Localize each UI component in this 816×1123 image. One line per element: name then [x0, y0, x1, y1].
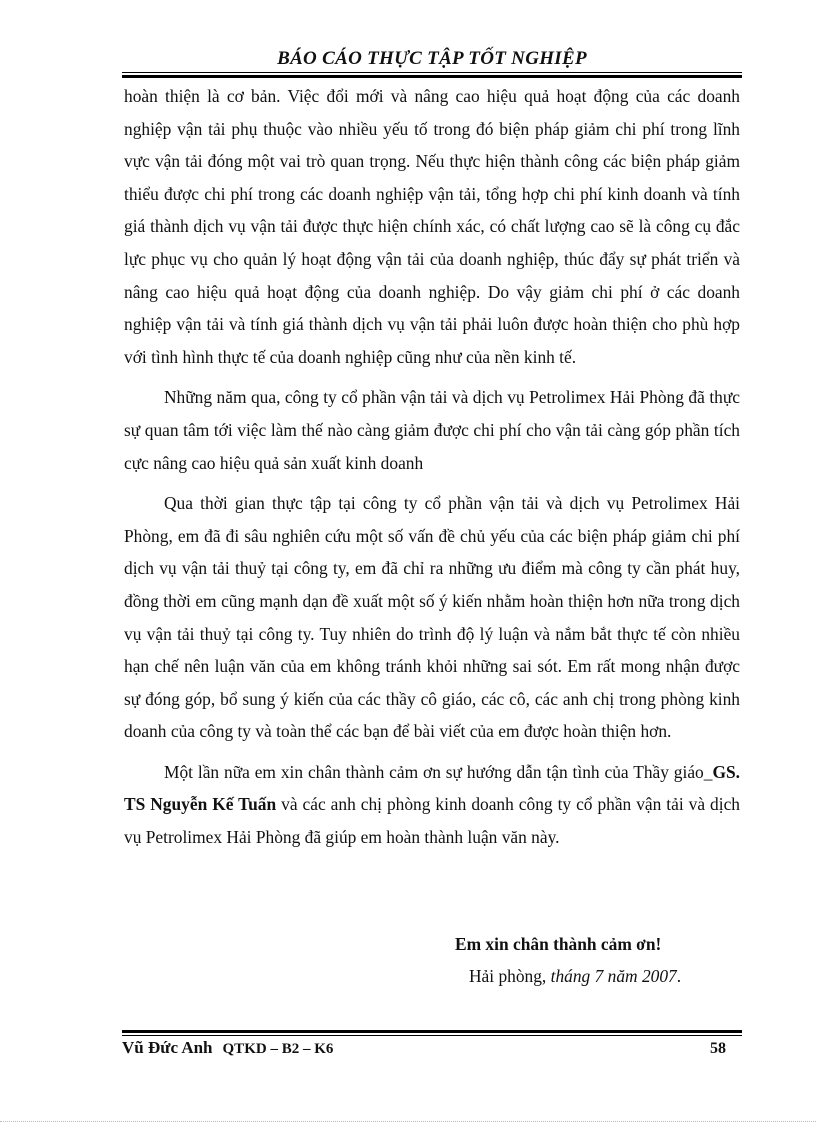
footer-class: QTKD – B2 – K6	[222, 1041, 334, 1057]
page-header-title: BÁO CÁO THỰC TẬP TỐT NGHIỆP	[277, 48, 587, 69]
closing-place: Hải phòng,	[469, 966, 551, 986]
paragraph-1: hoàn thiện là cơ bản. Việc đổi mới và nâng cao hiệu quả hoạt động của các doanh nghiệp vận tải phụ thuộc vào nhiều yếu tố trong đó biện pháp giảm chi phí trong lĩnh vực vận tải đóng một vai trò quan trọng. Nếu thực hiện thành công các biện pháp giảm thiểu được chi phí trong các doanh nghiệp vận tải, tổng hợp chi phí kinh doanh và tính giá thành dịch vụ vận tải được thực hiện chính xác, có chất lượng cao sẽ là công cụ đắc lực phục vụ cho quản lý hoạt động vận tải của doanh nghiệp, thúc đẩy sự phát triển và nâng cao hiệu quả hoạt động của doanh nghiệp. Do vậy giảm chi phí ở các doanh nghiệp vận tải và tính giá thành dịch vụ vận tải phải luôn được hoàn thiện cho phù hợp với tình hình thực tế của doanh nghiệp cũng như của nền kinh tế.	[124, 86, 740, 367]
closing-period: .	[676, 966, 682, 986]
closing-thanks: Em xin chân thành cảm ơn!	[455, 934, 662, 954]
closing-place-date	[455, 960, 681, 992]
footer-rule-thick	[122, 1030, 742, 1033]
header-rule-thick	[122, 75, 742, 78]
paragraph-4-text-start: Một lần nữa em xin chân thành cảm ơn sự hướng dẫn tận tình của Thầy giáo_	[164, 761, 713, 782]
page-edge-divider	[0, 1121, 816, 1122]
paragraph-4	[124, 756, 740, 854]
paragraph-2: Những năm qua, công ty cổ phần vận tải và dịch vụ Petrolimex Hải Phòng đã thực sự quan tâm tới việc làm thế nào càng giảm được chi phí cho vận tải càng góp phần tích cực nâng cao hiệu quả sản xuất kinh doanh	[124, 387, 740, 473]
closing-block	[455, 928, 681, 992]
paragraph-3: Qua thời gian thực tập tại công ty cổ phần vận tải và dịch vụ Petrolimex Hải Phòng, em đã đi sâu nghiên cứu một số vấn đề chủ yếu của các biện pháp giảm chi phí dịch vụ vận tải thuỷ tại công ty, em đã chỉ ra những ưu điểm mà công ty cần phát huy, đồng thời em cũng mạnh dạn đề xuất một số ý kiến nhằm hoàn thiện hơn nữa trong dịch vụ vận tải thuỷ tại công ty. Tuy nhiên do trình độ lý luận và nắm bắt thực tế còn nhiều hạn chế nên luận văn của em không tránh khỏi những sai sót. Em rất mong nhận được sự đóng góp, bổ sung ý kiến của các thầy cô giáo, các cô, các anh chị trong phòng kinh doanh của công ty và toàn thể các bạn để bài viết của em được hoàn thiện hơn.	[124, 493, 740, 742]
header-rule-thin	[122, 72, 742, 73]
document-body	[124, 80, 740, 862]
footer-author: Vũ Đức Anh	[122, 1038, 213, 1057]
paragraph-4-text-end: và các anh chị phòng kinh doanh công ty cổ phần vận tải và dịch vụ Petrolimex Hải Phòng đã giúp em hoàn thành luận văn này.	[124, 794, 740, 848]
page-footer	[122, 1038, 742, 1058]
page-number: 58	[710, 1040, 726, 1057]
advisor-name: GS. TS Nguyễn Kế Tuấn	[124, 761, 740, 815]
footer-rule-thin	[122, 1035, 742, 1036]
closing-date: tháng 7 năm 2007	[550, 966, 677, 986]
